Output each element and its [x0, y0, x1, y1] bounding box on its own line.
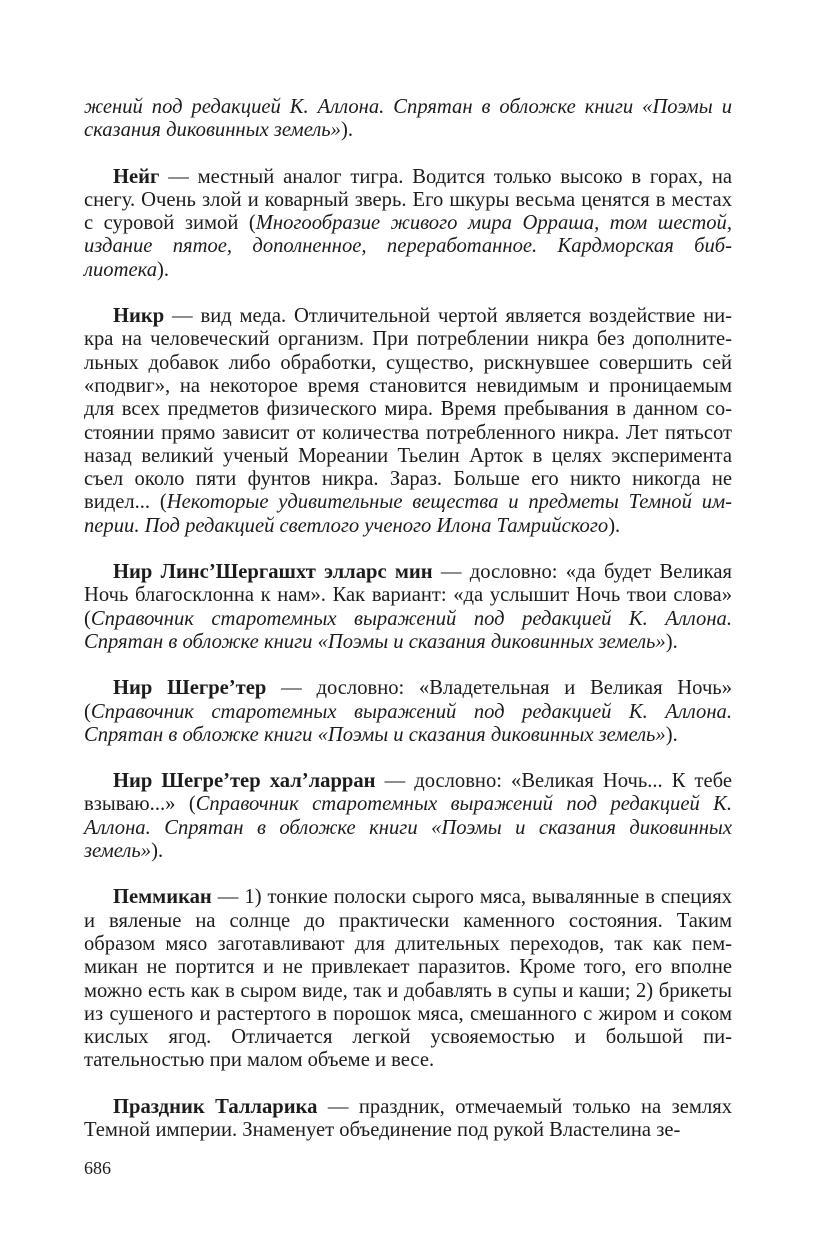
- entry-term: Нейг: [113, 165, 160, 188]
- entry-close-paren: ).: [608, 514, 621, 537]
- entry-close-paren: ).: [340, 119, 353, 142]
- entry-close-paren: ).: [151, 840, 164, 863]
- entry-definition: — дословно: «да будет Великая Ночь благосклонна к нам». Как вариант: «да услышит Ночь твои слова»: [84, 561, 732, 607]
- glossary-entry-neig: [84, 166, 732, 282]
- entry-source: Некоторые удивительные вещества и предметы Темной империи. Под редакцией светлого ученого Илона Тамрийского: [84, 491, 733, 537]
- entry-term: Нир Шегре’тер хал’ларран: [113, 770, 376, 793]
- entry-open-paren: (: [188, 793, 196, 816]
- entry-close-paren: ).: [665, 630, 678, 653]
- entry-open-paren: (: [248, 212, 256, 235]
- entry-term: Никр: [113, 305, 165, 328]
- entry-close-paren: ).: [157, 258, 170, 281]
- entry-term: Праздник Талларика: [113, 1095, 318, 1118]
- entry-open-paren: (: [159, 491, 167, 514]
- entry-source: Справочник старотемных выражений под редакцией К. Аллона. Спрятан в обложке книги «Поэмы и сказания диковинных земель»: [84, 607, 732, 653]
- glossary-entry-prazdnik-tallarika: [84, 1096, 732, 1143]
- entry-term: Нир Шегре’тер: [113, 677, 267, 700]
- entry-definition: — дословно: «Великая Ночь... К тебе взываю...»: [84, 770, 732, 816]
- glossary-entry-nir-shegreter-hallarran: [84, 770, 732, 863]
- glossary-entry-nir-shegreter: [84, 677, 732, 747]
- entry-definition: — дословно: «Владетельная и Великая Ночь»: [266, 677, 732, 700]
- entry-definition: — местный аналог тигра. Водится только высоко в горах, на снегу. Очень злой и коварный зверь. Его шкуры весьма ценятся в местах с суровой зимой: [84, 165, 732, 235]
- entry-source: жений под редакцией К. Аллона. Спрятан в обложке книги «Поэмы и сказания диковинных земель»: [84, 96, 732, 142]
- glossary-entry-nir-lins: [84, 561, 732, 654]
- page-number: 686: [84, 1158, 111, 1178]
- entry-open-paren: (: [84, 700, 91, 723]
- glossary-entry-continuation: [84, 96, 732, 143]
- entry-source: Справочник старотемных выражений под редакцией К. Аллона. Спрятан в обложке книги «Поэмы и сказания диковинных земель»: [84, 793, 732, 863]
- entry-definition: — 1) тонкие полоски сырого мяса, вывалянные в специях и вяленые на солнце до практически каменного состояния. Таким образом мясо заготавливают для длительных переходов, так как пеммикан не портится и не привлекает паразитов. Кроме того, его вполне можно есть как в сыром виде, так и добавлять в супы и каши; 2) брикеты из сушеного и растертого в порошок мяса, смешанного с жиром и соком кислых ягод. Отличается легкой усвояемостью и большой питательностью при малом объеме и весе.: [84, 886, 732, 1072]
- entry-source: Справочник старотемных выражений под редакцией К. Аллона. Спрятан в обложке книги «Поэмы и сказания диковинных земель»: [84, 700, 732, 746]
- entry-definition: — вид меда. Отличительной чертой является воздействие никра на человеческий организм. При потреблении никра без дополнительных добавок либо обработки, существо, рискнувшее совершить сей «подвиг», на некоторое время становится невидимым и проницаемым для всех предметов физического мира. Время пребывания в данном состоянии прямо зависит от количества потребленного никра. Лет пятьсот назад великий ученый Мореании Тьелин Арток в целях эксперимента съел около пяти фунтов никра. Зараз. Больше его никто никогда не видел...: [84, 305, 732, 514]
- entry-definition: — праздник, отмечаемый только на землях Темной империи. Знаменует объединение под рукой Властелина зе-: [84, 1095, 732, 1141]
- entry-close-paren: ).: [665, 723, 678, 746]
- entry-open-paren: (: [84, 607, 91, 630]
- entry-term: Нир Линс’Шергашхт элларс мин: [113, 561, 433, 584]
- book-page: [84, 96, 732, 1165]
- entry-term: Пеммикан: [113, 886, 212, 909]
- entry-source: Многообразие живого мира Орраша, том шестой, издание пятое, дополненное, переработанное. Кардморская библиотека: [84, 212, 732, 281]
- glossary-entry-nikr: [84, 305, 732, 538]
- glossary-entry-pemmikan: [84, 886, 732, 1072]
